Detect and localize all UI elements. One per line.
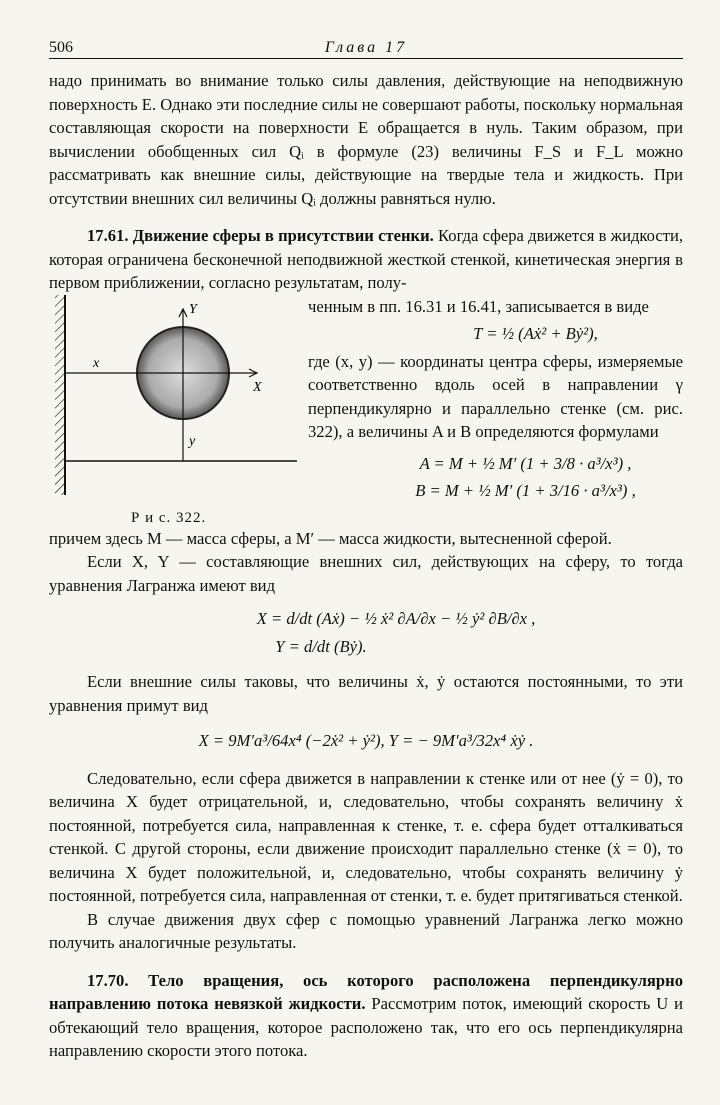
side-text-2: где (x, y) — координаты центра сферы, измеряемые соответственно вдоль осей в направлении γ перпендикулярно и параллельно стенке (см. рис. 322), а величины A и B определяются формулами xyxy=(308,351,683,441)
lagrange-intro: Если X, Y — составляющие внешних сил, действующих на сферу, то тогда уравнения Лагранжа имеют вид xyxy=(49,552,683,595)
sphere-wall-diagram xyxy=(49,295,299,527)
wall-hatching xyxy=(55,295,65,495)
label-y-distance: y xyxy=(189,433,196,449)
section-17-61 xyxy=(49,224,683,295)
figure-side-text xyxy=(308,295,683,507)
section-title: 17.61. Движение сферы в присутствии стенки. xyxy=(87,226,434,245)
two-spheres-paragraph: В случае движения двух сфер с помощью уравнений Лагранжа легко можно получить аналогичные результаты. xyxy=(49,909,683,952)
section-text-2: Рассмотрим поток, имеющий скорость U и обтекающий тело вращения, которое расположено так, что его ось перпендикулярна направлению скорости этого потока. xyxy=(49,994,683,1060)
label-x-distance: x xyxy=(93,355,100,371)
formula-B: B = M + ½ M′ (1 + 3/16 · a³/x³) , xyxy=(415,481,636,500)
figure-caption: Р и с. 322. xyxy=(131,509,207,526)
equation-constant: X = 9M′a³/64x⁴ (−2ẋ² + ẏ²), Y = − 9M′a³/32x⁴ ẋẏ . xyxy=(198,731,534,750)
page xyxy=(49,34,683,1063)
formula-T: T = ½ (Aẋ² + Bẏ²), xyxy=(473,324,598,343)
section-17-70 xyxy=(49,969,683,1063)
conclusion-paragraph: Следовательно, если сфера движется в направлении к стенке или от нее (ẏ = 0), то величина X будет отрицательной, и, следовательно, чтобы сохранять величину ẋ постоянной, потребуется сила, направленная к стенке, т. е. сфера будет отталкиваться стенкой. С другой стороны, если движение происходит параллельно стенке (ẋ = 0), то величина X будет положительной, и, следовательно, чтобы сохранять величину ẏ постоянной, потребуется сила, направленная от стенки, т. е. будет притягиваться стенкой. xyxy=(49,768,683,905)
chapter-title: Глава 17 xyxy=(324,39,408,56)
figure-322 xyxy=(49,295,299,527)
running-header xyxy=(49,34,683,59)
side-text-1: ченным в пп. 16.31 и 16.41, записывается в виде xyxy=(308,296,649,316)
equation-Y: Y = d/dt (Bẏ). xyxy=(275,636,367,656)
section-intro: Когда сфера движется в жидкости, которая ограничена бесконечной неподвижной жесткой стенкой, кинетическая энергия в первом приближении, согласно результатам, полу- xyxy=(49,226,684,292)
label-X: X xyxy=(253,379,262,395)
page-number: 506 xyxy=(49,39,73,56)
formula-A: A = M + ½ M′ (1 + 3/8 · a³/x³) , xyxy=(419,453,632,473)
paragraph-continuation: надо принимать во внимание только силы давления, действующие на неподвижную поверхность E. Однако эти последние силы не совершают работы, поскольку нормальная составляющая скорости на поверхности E обращается в нуль. Таким образом, при вычислении обобщенных сил Qᵢ в формуле (23) величины F_S и F_L можно рассматривать как внешние силы, действующие на твердые тела и жидкость. При отсутствии внешних сил величины Qᵢ должны равняться нулю. xyxy=(49,71,683,208)
figure-block xyxy=(49,295,683,527)
constant-velocity-intro: Если внешние силы таковы, что величины ẋ, ẏ остаются постоянными, то эти уравнения примут вид xyxy=(49,672,683,715)
section-title-2: 17.70. Тело вращения, ось которого расположена перпендикулярно направлению потока невязкой жидкости. xyxy=(49,970,683,1013)
mass-definitions: причем здесь M — масса сферы, а M′ — масса жидкости, вытесненной сферой. xyxy=(49,528,612,548)
label-Y: Y xyxy=(189,301,197,317)
equation-X: X = d/dt (Aẋ) − ½ ẋ² ∂A/∂x − ½ ẏ² ∂B/∂x , xyxy=(256,609,536,628)
